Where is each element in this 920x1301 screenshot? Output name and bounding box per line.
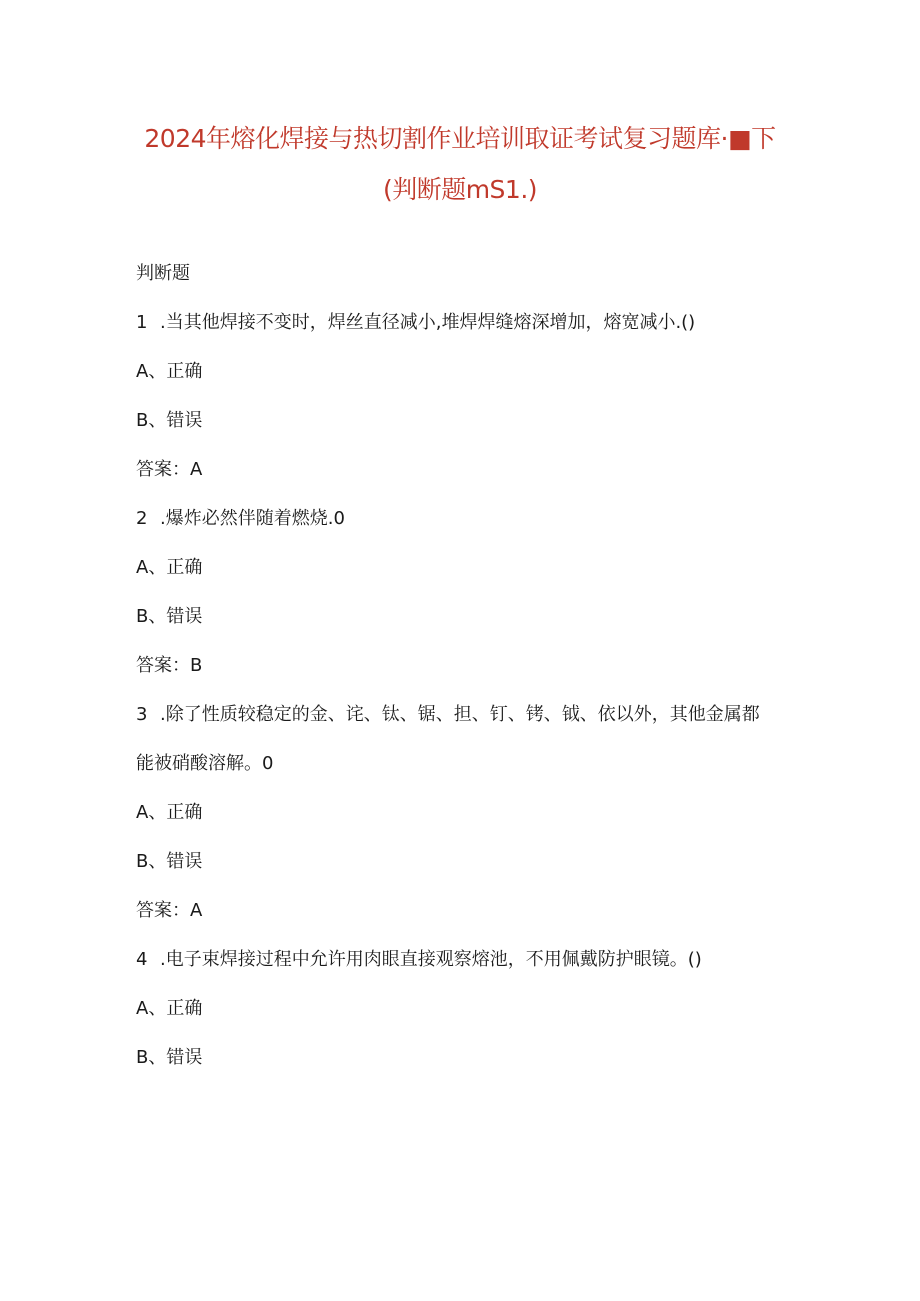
document-title-line-2: (判断题mS1.) bbox=[382, 175, 538, 204]
question-2-option-b: B、错误 bbox=[136, 606, 203, 627]
question-4 bbox=[136, 945, 702, 971]
question-text: .爆炸必然伴随着燃烧.0 bbox=[160, 508, 345, 529]
question-number: 2 bbox=[136, 508, 148, 529]
question-1-option-a: A、正确 bbox=[136, 361, 203, 382]
question-text: .当其他焊接不变时，焊丝直径减小,堆焊焊缝熔深增加，熔宽减小.() bbox=[160, 312, 696, 333]
question-2 bbox=[136, 504, 345, 530]
question-2-option-a: A、正确 bbox=[136, 557, 203, 578]
question-text: .除了性质较稳定的金、诧、钛、锯、担、钉、铐、钺、依以外，其他金属都 bbox=[160, 704, 760, 725]
question-1-option-b: B、错误 bbox=[136, 410, 203, 431]
question-4-option-b: B、错误 bbox=[136, 1047, 203, 1068]
question-4-option-a: A、正确 bbox=[136, 998, 203, 1019]
question-3-text-continued: 能被硝酸溶解。0 bbox=[136, 753, 274, 774]
question-number: 3 bbox=[136, 704, 148, 725]
question-2-answer: 答案：B bbox=[136, 655, 203, 676]
question-number: 4 bbox=[136, 949, 148, 970]
document-title-line-1: 2024年熔化焊接与热切割作业培训取证考试复习题库·■下 bbox=[144, 124, 776, 153]
question-1-answer: 答案：A bbox=[136, 459, 203, 480]
question-3-answer: 答案：A bbox=[136, 900, 203, 921]
question-text: .电子束焊接过程中允许用肉眼直接观察熔池，不用佩戴防护眼镜。() bbox=[160, 949, 702, 970]
question-3 bbox=[136, 700, 760, 726]
question-3-option-b: B、错误 bbox=[136, 851, 203, 872]
question-3-option-a: A、正确 bbox=[136, 802, 203, 823]
section-heading: 判断题 bbox=[136, 263, 190, 284]
question-1 bbox=[136, 308, 695, 334]
question-number: 1 bbox=[136, 312, 148, 333]
